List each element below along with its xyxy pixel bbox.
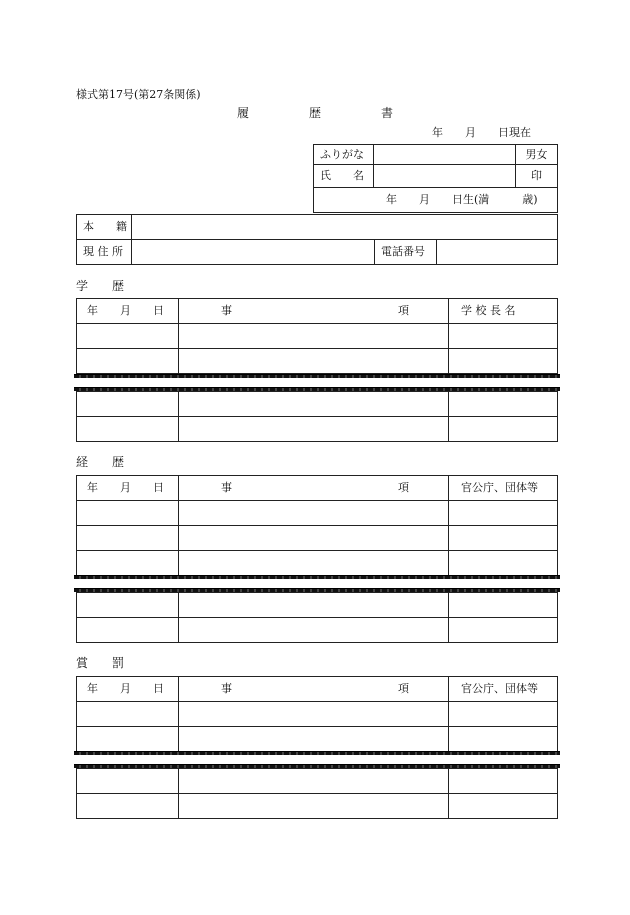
table-break-line — [74, 374, 560, 378]
awards-col-item-right: 項 — [398, 682, 409, 695]
address-label: 現 住 所 — [77, 240, 132, 265]
awards-table-top — [76, 676, 558, 752]
table-row[interactable] — [77, 324, 558, 349]
section-title-career: 経 歴 — [76, 455, 125, 469]
address-table — [76, 214, 558, 265]
table-row[interactable] — [77, 727, 558, 752]
identity-table — [313, 144, 558, 213]
table-row[interactable] — [77, 618, 558, 643]
table-row[interactable] — [77, 392, 558, 417]
section-title-education: 学 歴 — [76, 279, 125, 293]
career-col-date: 年 月 日 — [77, 476, 179, 501]
table-row[interactable] — [77, 551, 558, 576]
furigana-field[interactable] — [374, 145, 516, 165]
career-col-item-right: 項 — [398, 481, 409, 494]
document-title: 履 歴 書 — [237, 106, 394, 120]
awards-col-date: 年 月 日 — [77, 677, 179, 702]
name-label: 氏 名 — [314, 165, 374, 188]
education-table-bottom — [76, 391, 558, 442]
furigana-label: ふりがな — [314, 145, 374, 165]
education-col-date: 年 月 日 — [77, 299, 179, 324]
awards-col-organization: 官公庁、団体等 — [449, 677, 558, 702]
education-col-item-left: 事 — [221, 304, 232, 317]
gender-label[interactable]: 男女 — [516, 145, 558, 165]
career-table-top — [76, 475, 558, 576]
career-col-organization: 官公庁、団体等 — [449, 476, 558, 501]
seal-label: 印 — [516, 165, 558, 188]
table-row[interactable] — [77, 794, 558, 819]
table-row[interactable] — [77, 501, 558, 526]
education-table-top — [76, 298, 558, 374]
name-field[interactable] — [374, 165, 516, 188]
career-col-item-left: 事 — [221, 481, 232, 494]
awards-col-item — [179, 677, 449, 702]
awards-table-bottom — [76, 768, 558, 819]
form-number-label: 様式第17号(第27条関係) — [76, 88, 201, 101]
table-row[interactable] — [77, 417, 558, 442]
career-table-bottom — [76, 592, 558, 643]
education-col-principal: 学 校 長 名 — [449, 299, 558, 324]
phone-field[interactable] — [437, 240, 558, 265]
education-col-item-right: 項 — [398, 304, 409, 317]
birth-date-field[interactable]: 年 月 日生(満 歳) — [314, 188, 558, 213]
table-row[interactable] — [77, 769, 558, 794]
table-break-line — [74, 575, 560, 579]
career-col-item — [179, 476, 449, 501]
date-as-of: 年 月 日現在 — [432, 126, 531, 139]
honseki-label: 本 籍 — [77, 215, 132, 240]
table-row[interactable] — [77, 593, 558, 618]
honseki-field[interactable] — [132, 215, 558, 240]
address-field[interactable] — [132, 240, 375, 265]
phone-label: 電話番号 — [375, 240, 437, 265]
awards-col-item-left: 事 — [221, 682, 232, 695]
table-row[interactable] — [77, 526, 558, 551]
education-col-item — [179, 299, 449, 324]
table-row[interactable] — [77, 349, 558, 374]
section-title-awards-penalties: 賞 罰 — [76, 656, 125, 670]
table-break-line — [74, 751, 560, 755]
table-row[interactable] — [77, 702, 558, 727]
